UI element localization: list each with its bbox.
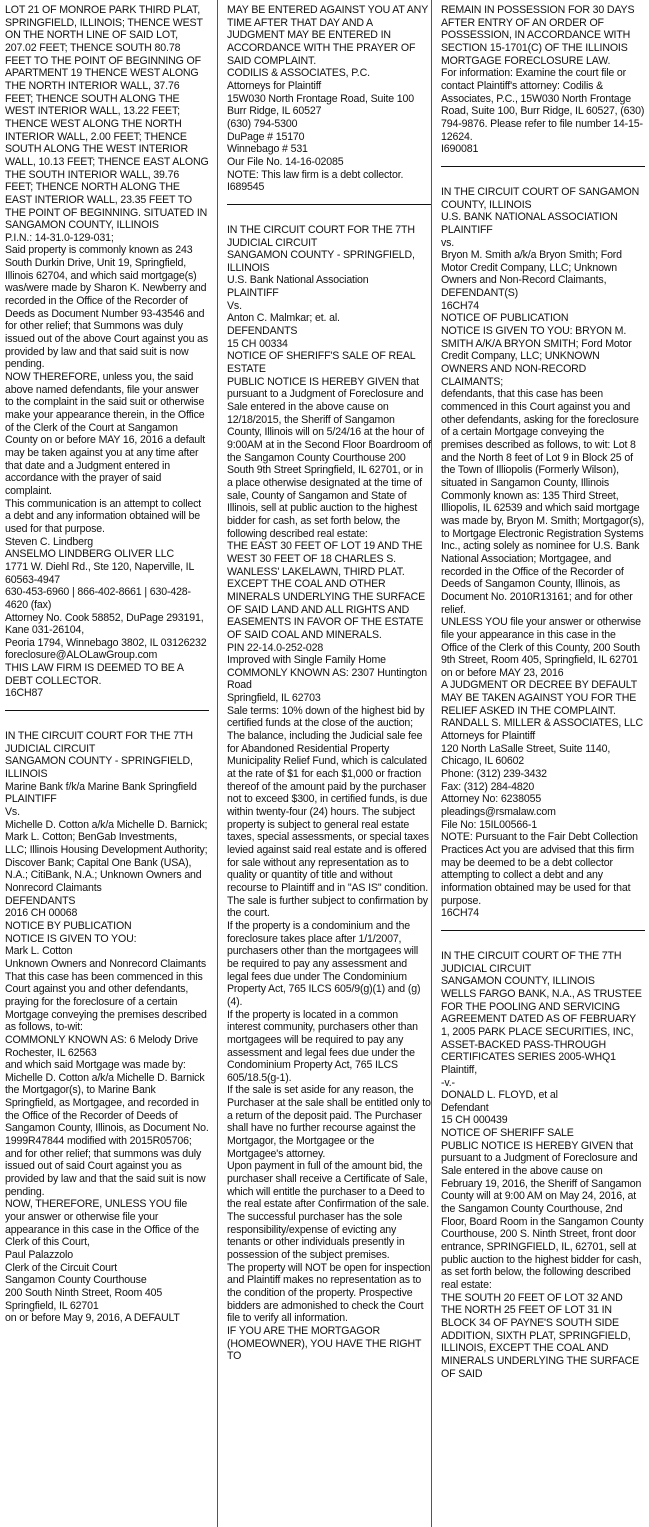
column-rule [217,0,218,1527]
notice-separator [441,930,645,931]
legal-notice: LOT 21 OF MONROE PARK THIRD PLAT, SPRINGFIELD, ILLINOIS; THENCE WEST ON THE NORTH LINE OF SAID LOT, 207.02 FEET; THENCE SOUTH 80.78 FEET TO THE POINT OF BEGINNING OF APARTMENT 19 THENCE WEST ALONG THE NORTH INTERIOR WALL, 37.76 FEET; THENCE SOUTH ALONG THE WEST INTERIOR WALL, 13.22 FEET; THENCE WEST ALONG THE NORTH INTERIOR WALL, 2.00 FEET; THENCE SOUTH ALONG THE WEST INTERIOR WALL, 10.13 FEET; THENCE EAST ALONG THE SOUTH INTERIOR WALL, 39.76 FEET; THENCE NORTH ALONG THE EAST INTERIOR WALL, 23.35 FEET TO THE POINT OF BEGINNING. SITUATED IN SANGAMON COUNTY, ILLINOIS P.I.N.: 14-31.0-129-031; Said property is commonly known as 243 South Durkin Drive, Unit 19, Springfield, Illinois 62704, and which said mortgage(s) was/were made by Sharon K. Newberry and recorded in the Office of the Recorder of Deeds as Document Number 93-43546 and for other relief; that Summons was duly issued out of the above Court against you as provided by law and that said suit is now pending. NOW THEREFORE, unless you, the said above named defendants, file your answer to the complaint in the said suit or otherwise make your appearance therein, in the Office of the Clerk of the Court at Sangamon County on or before MAY 16, 2016 a default may be taken against you at any time after that date and a Judgment entered in accordance with the prayer of said complaint. This communication is an attempt to collect a debt and any information obtained will be used for that purpose. Steven C. Lindberg ANSELMO LINDBERG OLIVER LLC 1771 W. Diehl Rd., Ste 120, Naperville, IL 60563-4947 630-453-6960 | 866-402-8661 | 630-428-4620 (fax) Attorney No. Cook 58852, DuPage 293191, Kane 031-26104, Peoria 1794, Winnebago 3802, IL 03126232 foreclosure@ALOLawGroup.com THIS LAW FIRM IS DEEMED TO BE A DEBT COLLECTOR. 16CH87 [5,4,209,700]
legal-notice: IN THE CIRCUIT COURT FOR THE 7TH JUDICIAL CIRCUIT SANGAMON COUNTY - SPRINGFIELD, ILLINOIS U.S. Bank National Association PLAINTIFF Vs. Anton C. Malmkar; et. al. DEFENDANTS 15 CH 00334 NOTICE OF SHERIFF'S SALE OF REAL ESTATE PUBLIC NOTICE IS HEREBY GIVEN that pursuant to a Judgment of Foreclosure and Sale entered in the above cause on 12/18/2015, the Sheriff of Sangamon County, Illinois will on 5/24/16 at the hour of 9:00AM at in the Second Floor Boardroom of the Sangamon County Courthouse 200 South 9th Street Springfield, IL 62701, or in a place otherwise designated at the time of sale, County of Sangamon and State of Illinois, sell at public auction to the highest bidder for cash, as set forth below, the following described real estate: THE EAST 30 FEET OF LOT 19 AND THE WEST 30 FEET OF 18 CHARLES S. WANLESS' LAKELAWN, THIRD PLAT. EXCEPT THE COAL AND OTHER MINERALS UNDERLYING THE SURFACE OF SAID LAND AND ALL RIGHTS AND EASEMENTS IN FAVOR OF THE ESTATE OF SAID COAL AND MINERALS. PIN 22-14.0-252-028 Improved with Single Family Home COMMONLY KNOWN AS: 2307 Huntington Road Springfield, IL 62703 Sale terms: 10% down of the highest bid by certified funds at the close of the auction; The balance, including the Judicial sale fee for Abandoned Residential Property Municipality Relief Fund, which is calculated at the rate of $1 for each $1,000 or fraction thereof of the amount paid by the purchaser not to exceed $300, in certified funds, is due within twenty-four (24) hours. The subject property is subject to general real estate taxes, special assessments, or special taxes levied against said real estate and is offered for sale without any representation as to quality or quantity of title and without recourse to Plaintiff and in "AS IS" condition. The sale is further subject to confirmation by the court. If the property is a condominium and the foreclosure takes place after 1/1/2007, purchasers other than the mortgagees will be required to pay any assessment and legal fees due under The Condominium Property Act, 765 ILCS 605/9(g)(1) and (g)(4). If the property is located in a common interest community, purchasers other than mortgagees will be required to pay any assessment and legal fees due under the Condominium Property Act, 765 ILCS 605/18.5(g-1). If the sale is set aside for any reason, the Purchaser at the sale shall be entitled only to a return of the deposit paid. The Purchaser shall have no further recourse against the Mortgagor, the Mortgagee or the Mortgagee's attorney. Upon payment in full of the amount bid, the purchaser shall receive a Certificate of Sale, which will entitle the purchaser to a Deed to the real estate after Confirmation of the sale. The successful purchaser has the sole responsibility/expense of evicting any tenants or other individuals presently in possession of the subject premises. The property will NOT be open for inspection and Plaintiff makes no representation as to the condition of the property. Prospective bidders are admonished to check the Court file to verify all information. IF YOU ARE THE MORTGAGOR (HOMEOWNER), YOU HAVE THE RIGHT TO [227,223,431,1363]
legal-notice: IN THE CIRCUIT COURT OF SANGAMON COUNTY, ILLINOIS U.S. BANK NATIONAL ASSOCIATION PLAINTIFF vs. Bryon M. Smith a/k/a Bryon Smith; Ford Motor Credit Company, LLC; Unknown Owners and Non-Record Claimants, DEFENDANT(S) 16CH74 NOTICE OF PUBLICATION NOTICE IS GIVEN TO YOU: BRYON M. SMITH A/K/A BRYON SMITH; Ford Motor Credit Company, LLC; UNKNOWN OWNERS AND NON-RECORD CLAIMANTS; defendants, that this case has been commenced in this Court against you and other defendants, asking for the foreclosure of a certain Mortgage conveying the premises described as follows, to wit: Lot 8 and the North 8 feet of Lot 9 in Block 25 of the Town of Illiopolis (Formerly Wilson), situated in Sangamon County, Illinois Commonly known as: 135 Third Street, Illiopolis, IL 62539 and which said mortgage was made by, Bryon M. Smith; Mortgagor(s), to Mortgage Electronic Registration Systems Inc., acting solely as nominee for U.S. Bank National Association; Mortgagee, and recorded in the Office of the Recorder of Deeds of Sangamon County, Illinois, as Document No. 2010R13161; and for other relief. UNLESS YOU file your answer or otherwise file your appearance in this case in the Office of the Clerk of this County, 200 South 9th Street, Room 405, Springfield, IL 62701 on or before MAY 23, 2016 A JUDGMENT OR DECREE BY DEFAULT MAY BE TAKEN AGAINST YOU FOR THE RELIEF ASKED IN THE COMPLAINT. RANDALL S. MILLER & ASSOCIATES, LLC Attorneys for Plaintiff 120 North LaSalle Street, Suite 1140, Chicago, IL 60602 Phone: (312) 239-3432 Fax: (312) 284-4820 Attorney No: 6238055 pleadings@rsmalaw.com File No: 15IL00566-1 NOTE: Pursuant to the Fair Debt Collection Practices Act you are advised that this firm may be deemed to be a debt collector attempting to collect a debt and any information obtained may be used for that purpose. 16CH74 [441,185,645,920]
notice-separator [5,710,209,711]
column-rule [431,0,432,1527]
notice-separator [227,204,431,205]
column-2 [227,4,431,1523]
notice-separator [441,166,645,167]
legal-notice: IN THE CIRCUIT COURT FOR THE 7TH JUDICIAL CIRCUIT SANGAMON COUNTY - SPRINGFIELD, ILLINOIS Marine Bank f/k/a Marine Bank Springfield PLAINTIFF Vs. Michelle D. Cotton a/k/a Michelle D. Barnick; Mark L. Cotton; BenGab Investments, LLC; Illinois Housing Development Authority; Discover Bank; Capital One Bank (USA), N.A.; CitiBank, N.A.; Unknown Owners and Nonrecord Claimants DEFENDANTS 2016 CH 00068 NOTICE BY PUBLICATION NOTICE IS GIVEN TO YOU: Mark L. Cotton Unknown Owners and Nonrecord Claimants That this case has been commenced in this Court against you and other defendants, praying for the foreclosure of a certain Mortgage conveying the premises described as follows, to-wit: COMMONLY KNOWN AS: 6 Melody Drive Rochester, IL 62563 and which said Mortgage was made by: Michelle D. Cotton a/k/a Michelle D. Barnick the Mortgagor(s), to Marine Bank Springfield, as Mortgagee, and recorded in the Office of the Recorder of Deeds of Sangamon County, Illinois, as Document No. 1999R47844 modified with 2015R05706; and for other relief; that summons was duly issued out of said Court against you as provided by law and that the said suit is now pending. NOW, THEREFORE, UNLESS YOU file your answer or otherwise file your appearance in this case in the Office of the Clerk of this Court, Paul Palazzolo Clerk of the Circuit Court Sangamon County Courthouse 200 South Ninth Street, Room 405 Springfield, IL 62701 on or before May 9, 2016, A DEFAULT [5,730,209,1325]
legal-notice: MAY BE ENTERED AGAINST YOU AT ANY TIME AFTER THAT DAY AND A JUDGMENT MAY BE ENTERED IN ACCORDANCE WITH THE PRAYER OF SAID COMPLAINT. CODILIS & ASSOCIATES, P.C. Attorneys for Plaintiff 15W030 North Frontage Road, Suite 100 Burr Ridge, IL 60527 (630) 794-5300 DuPage # 15170 Winnebago # 531 Our File No. 14-16-02085 NOTE: This law firm is a debt collector. I689545 [227,4,428,194]
legal-notice: REMAIN IN POSSESSION FOR 30 DAYS AFTER ENTRY OF AN ORDER OF POSSESSION, IN ACCORDANCE WITH SECTION 15-1701(C) OF THE ILLINOIS MORTGAGE FORECLOSURE LAW. For information: Examine the court file or contact Plaintiff's attorney: Codilis & Associates, P.C., 15W030 North Frontage Road, Suite 100, Burr Ridge, IL 60527, (630) 794-9876. Please refer to file number 14-15-12624. I690081 [441,4,645,156]
column-3 [441,4,645,1523]
column-1 [5,4,209,1523]
legal-notice: IN THE CIRCUIT COURT OF THE 7TH JUDICIAL CIRCUIT SANGAMON COUNTY, ILLINOIS WELLS FARGO BANK, N.A., AS TRUSTEE FOR THE POOLING AND SERVICING AGREEMENT DATED AS OF FEBRUARY 1, 2005 PARK PLACE SECURITIES, INC, ASSET-BACKED PASS-THROUGH CERTIFICATES SERIES 2005-WHQ1 Plaintiff, -v.- DONALD L. FLOYD, et al Defendant 15 CH 000439 NOTICE OF SHERIFF SALE PUBLIC NOTICE IS HEREBY GIVEN that pursuant to a Judgment of Foreclosure and Sale entered in the above cause on February 19, 2016, the Sheriff of Sangamon County will at 9:00 AM on May 24, 2016, at the Sangamon County Courthouse, 2nd Floor, Board Room in the Sangamon County Courthouse, 200 S. Ninth Street, front door entrance, SPRINGFIELD, IL, 62701, sell at public auction to the highest bidder for cash, as set forth below, the following described real estate: THE SOUTH 20 FEET OF LOT 32 AND THE NORTH 25 FEET OF LOT 31 IN BLOCK 34 OF PAYNE'S SOUTH SIDE ADDITION, SIXTH PLAT, SPRINGFIELD, ILLINOIS, EXCEPT THE COAL AND MINERALS UNDERLYING THE SURFACE OF SAID [441,949,644,1380]
